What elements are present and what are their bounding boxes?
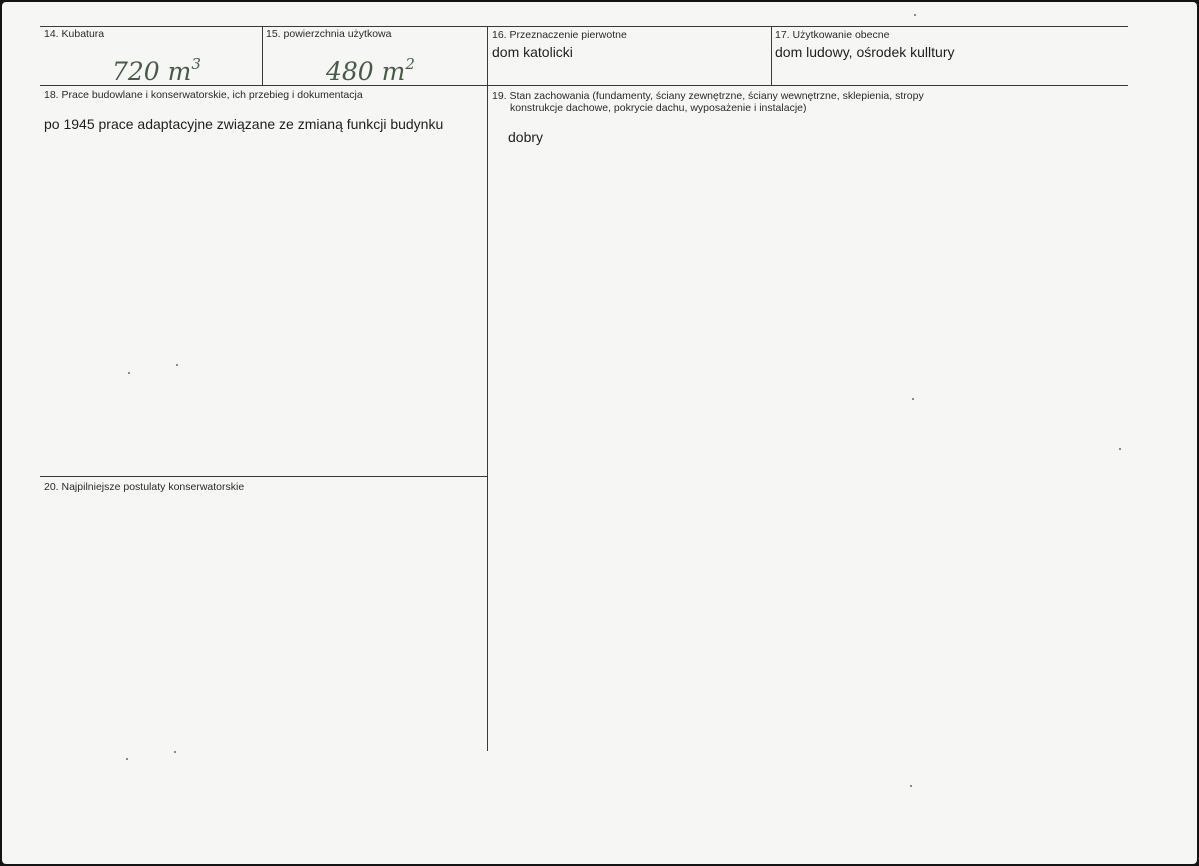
row-divider-line [40, 85, 1128, 86]
scan-speck [914, 14, 916, 16]
scan-speck [912, 398, 914, 400]
field-17-value: dom ludowy, ośrodek kulltury [775, 44, 955, 60]
field-14-value-text: 720 m [112, 57, 192, 86]
scan-speck [1119, 448, 1121, 450]
field-20-label: 20. Najpilniejsze postulaty konserwatorskie [44, 481, 245, 493]
scan-speck [174, 751, 176, 753]
field-19-value: dobry [508, 129, 544, 145]
scan-speck [126, 758, 128, 760]
column-divider-16-17 [771, 26, 772, 85]
field-14-label: 14. Kubatura [44, 28, 105, 40]
field-14-exponent: 3 [191, 55, 201, 73]
field-15-value-text: 480 m [326, 57, 406, 86]
scan-speck [176, 364, 178, 366]
field-16-value: dom katolicki [492, 44, 573, 60]
field-16-label: 16. Przeznaczenie pierwotne [492, 29, 627, 41]
column-divider-main [487, 26, 488, 751]
inventory-card [2, 2, 1197, 864]
scan-speck [910, 785, 912, 787]
top-border-line [40, 26, 1128, 27]
field-18-value: po 1945 prace adaptacyjne związane ze zmianą funkcji budynku [44, 116, 444, 132]
section-20-top-line [40, 476, 487, 477]
scan-speck [128, 372, 130, 374]
field-15-label: 15. powierzchnia użytkowa [266, 28, 392, 40]
field-19-label-line1: 19. Stan zachowania (fundamenty, ściany zewnętrzne, ściany wewnętrzne, sklepienia, stropy [492, 90, 924, 102]
field-17-label: 17. Użytkowanie obecne [775, 29, 890, 41]
field-19-label-line2: konstrukcje dachowe, pokrycie dachu, wyposażenie i instalacje) [510, 102, 807, 114]
field-14-value [112, 50, 201, 86]
field-18-label: 18. Prace budowlane i konserwatorskie, ich przebieg i dokumentacja [44, 89, 363, 101]
field-15-exponent: 2 [405, 55, 415, 73]
field-15-value [326, 50, 415, 86]
column-divider-14-15 [262, 26, 263, 85]
